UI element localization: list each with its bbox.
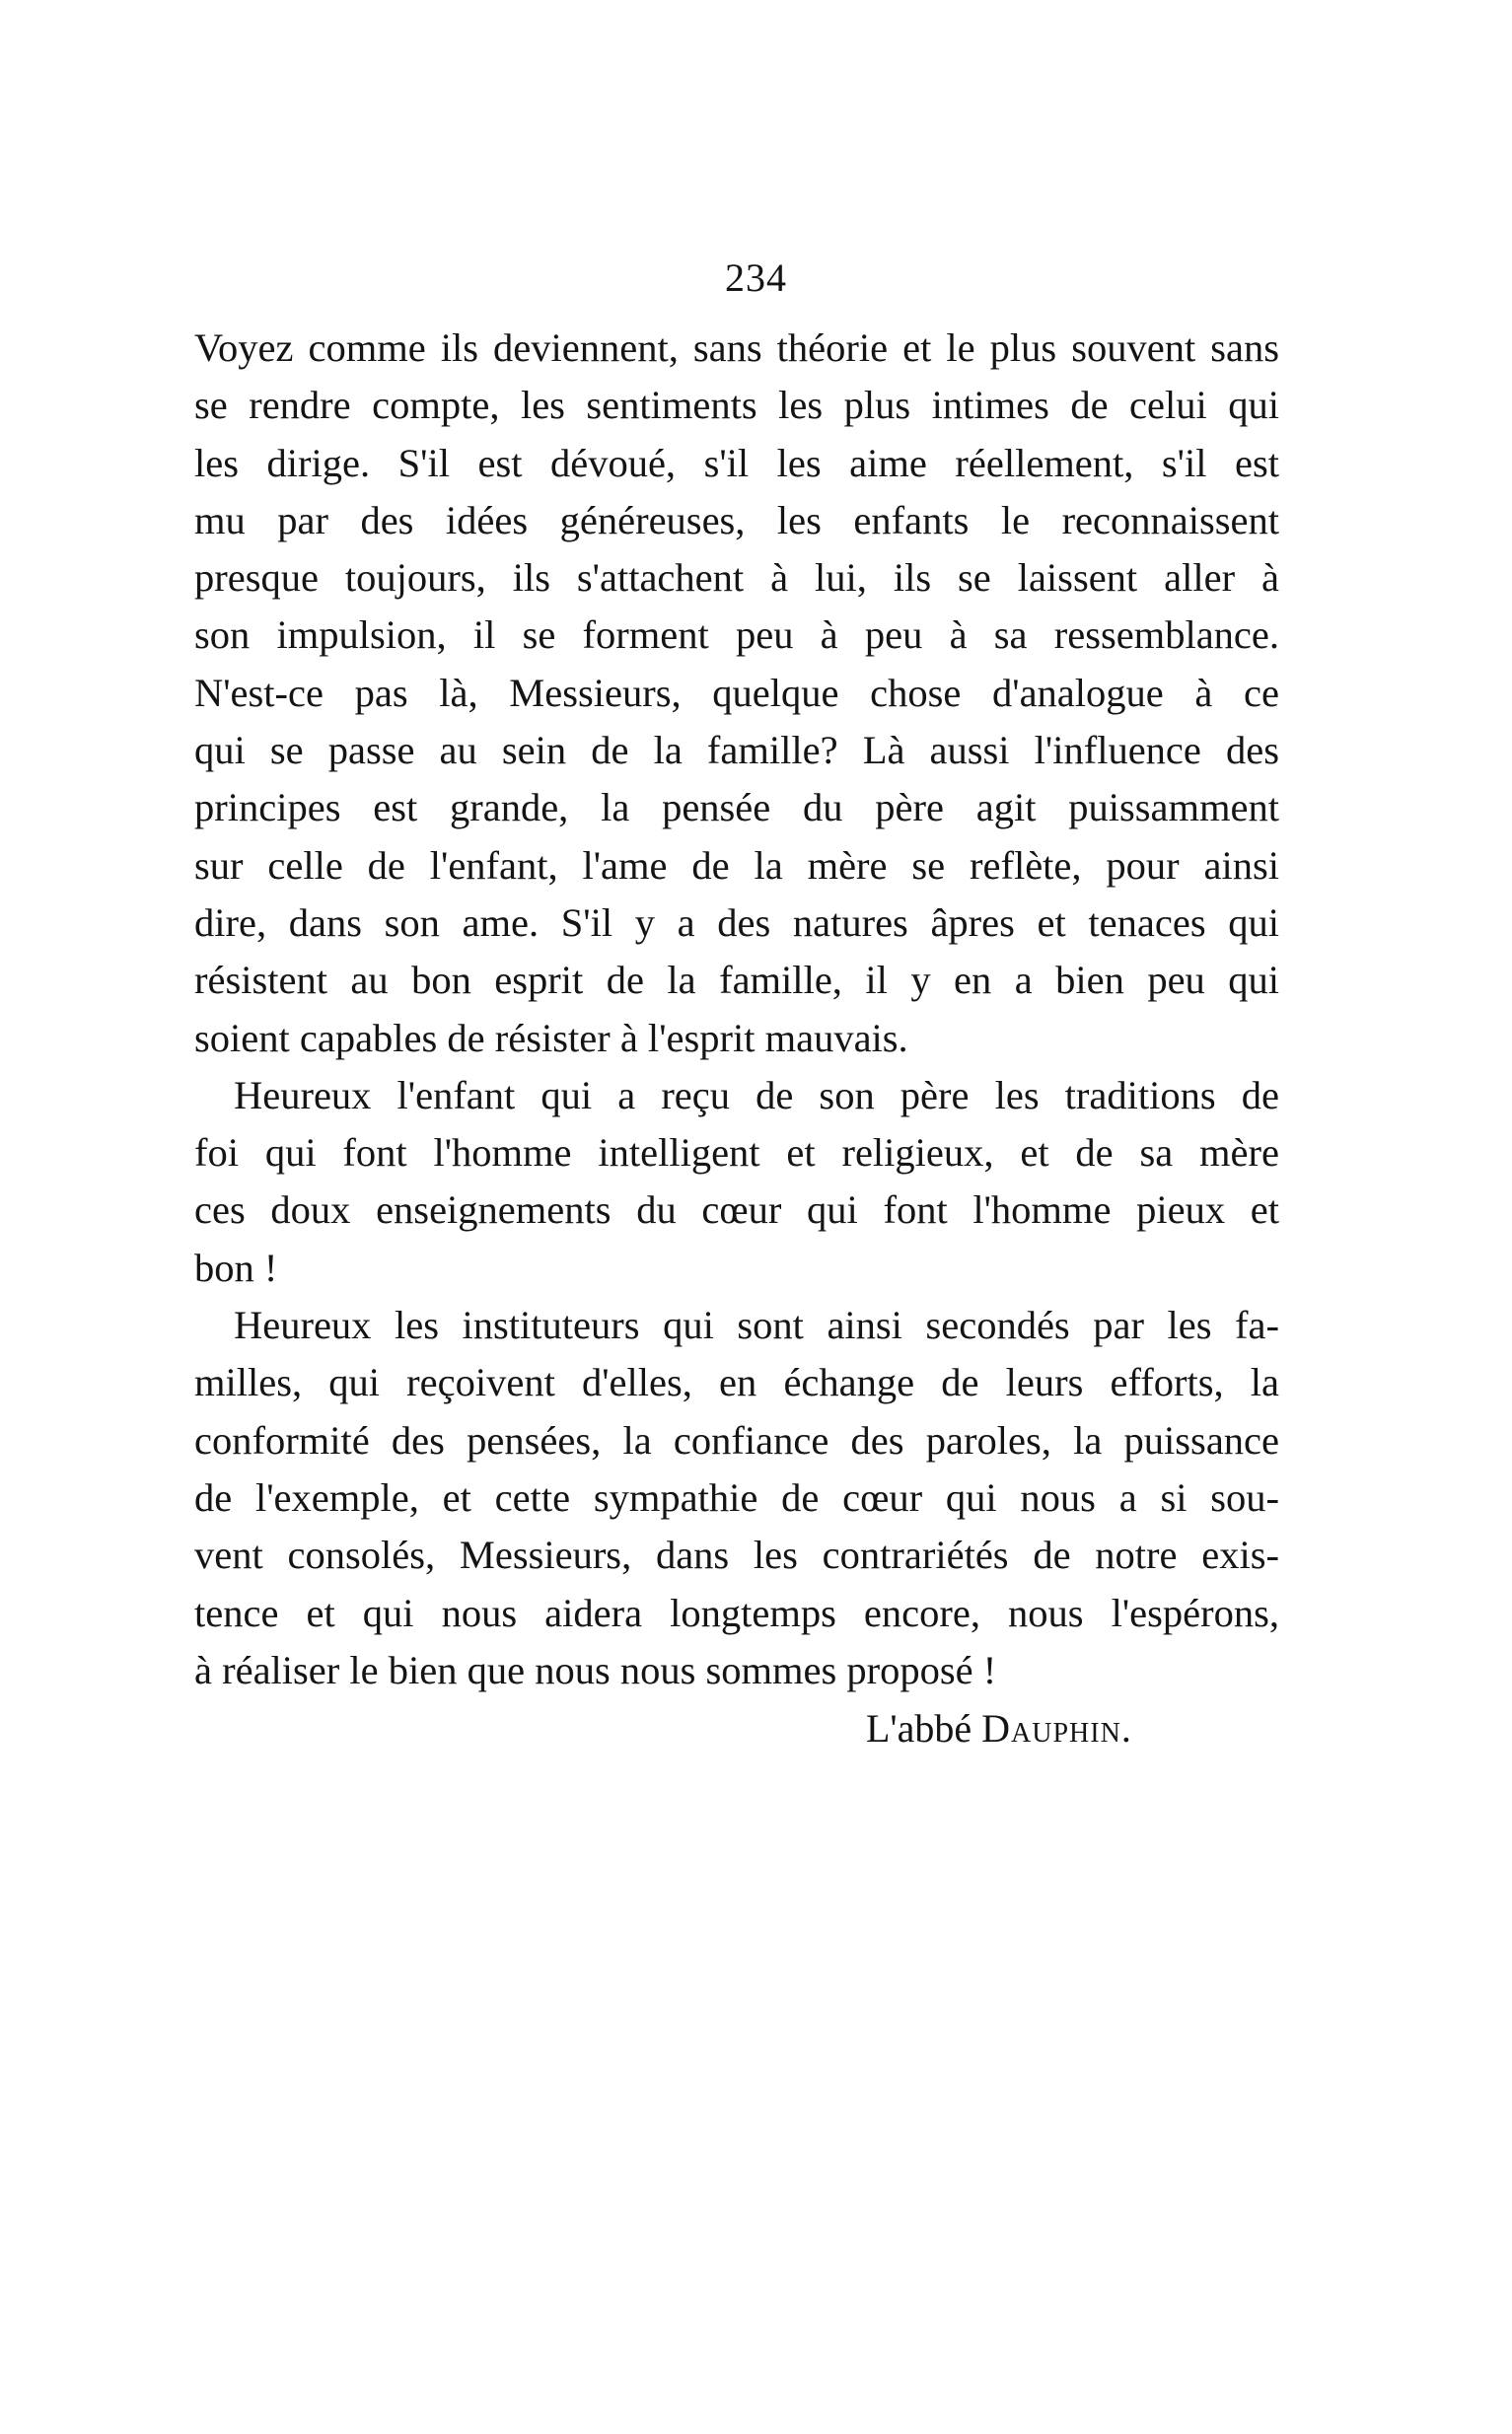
text-line: presque toujours, ils s'attachent à lui, ils se laissent aller à bbox=[194, 555, 1279, 601]
text-line: principes est grande, la pensée du père agit puissamment bbox=[194, 785, 1279, 830]
text-line: se rendre compte, les sentiments les plus intimes de celui qui bbox=[194, 383, 1279, 428]
text-line: Heureux l'enfant qui a reçu de son père les traditions de bbox=[234, 1072, 1279, 1117]
text-line: conformité des pensées, la confiance des paroles, la puissance bbox=[194, 1417, 1279, 1463]
text-line: à réaliser le bien que nous nous sommes proposé ! bbox=[194, 1647, 997, 1692]
body-text bbox=[194, 320, 1279, 1699]
signature-prefix: L'abbé bbox=[866, 1706, 972, 1751]
text-line: résistent au bon esprit de la famille, il y en a bien peu qui bbox=[194, 958, 1279, 1003]
text-line: qui se passe au sein de la famille? Là aussi l'influence des bbox=[194, 728, 1279, 773]
text-line: sur celle de l'enfant, l'ame de la mère se reflète, pour ainsi bbox=[194, 842, 1279, 888]
text-line: foi qui font l'homme intelligent et religieux, et de sa mère bbox=[194, 1130, 1279, 1176]
text-line: de l'exemple, et cette sympathie de cœur qui nous a si sou- bbox=[194, 1474, 1279, 1520]
text-line: dire, dans son ame. S'il y a des natures âpres et tenaces qui bbox=[194, 899, 1279, 945]
paragraph-2 bbox=[194, 1067, 1279, 1297]
text-line: milles, qui reçoivent d'elles, en échange de leurs efforts, la bbox=[194, 1360, 1279, 1405]
signature-name: Dauphin. bbox=[981, 1706, 1132, 1751]
text-line: ces doux enseignements du cœur qui font l'homme pieux et bbox=[194, 1187, 1279, 1233]
text-line: les dirige. S'il est dévoué, s'il les aime réellement, s'il est bbox=[194, 440, 1279, 485]
text-line: tence et qui nous aidera longtemps encore, nous l'espérons, bbox=[194, 1590, 1279, 1635]
page-number: 234 bbox=[725, 255, 787, 300]
text-line: son impulsion, il se forment peu à peu à sa ressemblance. bbox=[194, 612, 1279, 658]
text-line: Heureux les instituteurs qui sont ainsi secondés par les fa- bbox=[234, 1303, 1279, 1348]
text-line: N'est-ce pas là, Messieurs, quelque chose d'analogue à ce bbox=[194, 670, 1279, 715]
text-line: mu par des idées généreuses, les enfants le reconnaissent bbox=[194, 497, 1279, 542]
paragraph-3 bbox=[194, 1297, 1279, 1699]
text-line: vent consolés, Messieurs, dans les contrariétés de notre exis- bbox=[194, 1533, 1279, 1578]
author-signature bbox=[866, 1704, 1132, 1754]
text-line: bon ! bbox=[194, 1245, 278, 1290]
paragraph-1 bbox=[194, 320, 1279, 1067]
text-line: Voyez comme ils deviennent, sans théorie et le plus souvent sans bbox=[194, 325, 1279, 370]
text-line: soient capables de résister à l'esprit mauvais. bbox=[194, 1015, 908, 1060]
